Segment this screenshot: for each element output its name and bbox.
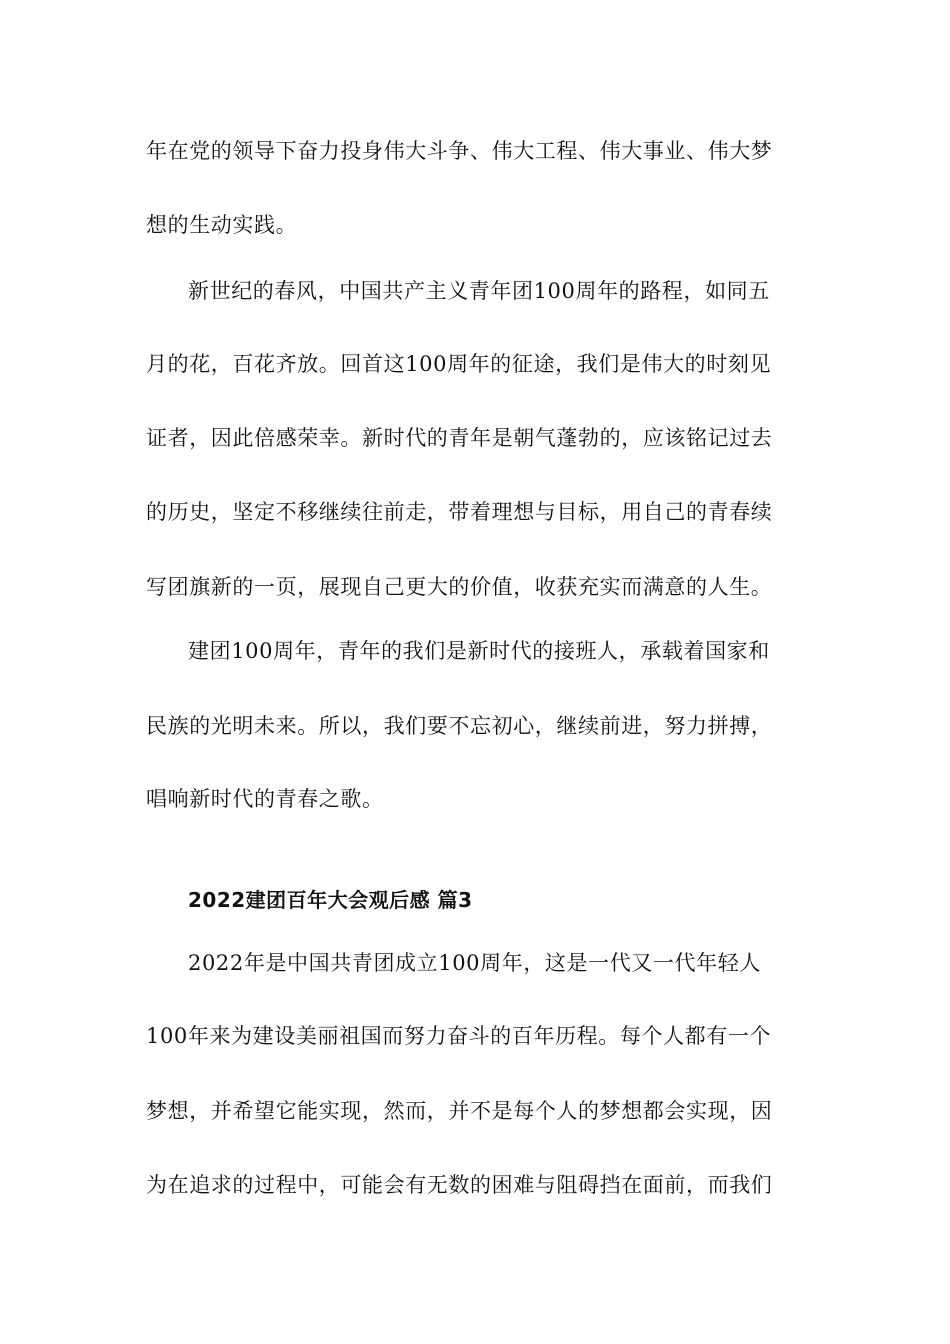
text-line: 2022年是中国共青团成立100周年，这是一代又一代年轻人 [188, 951, 761, 975]
text-line: 民族的光明未来。所以，我们要不忘初心，继续前进，努力拼搏， [146, 714, 773, 738]
text-line: 月的花，百花齐放。回首这100周年的征途，我们是伟大的时刻见 [146, 352, 772, 376]
text-line: 证者，因此倍感荣幸。新时代的青年是朝气蓬勃的，应该铭记过去 [146, 426, 773, 450]
text-line: 年在党的领导下奋力投身伟大斗争、伟大工程、伟大事业、伟大梦 [146, 139, 773, 163]
text-line: 梦想，并希望它能实现，然而，并不是每个人的梦想都会实现，因 [146, 1099, 773, 1123]
text-line: 为在追求的过程中，可能会有无数的困难与阻碍挡在面前，而我们 [146, 1173, 773, 1197]
text-line: 想的生动实践。 [146, 213, 298, 237]
text-line: 的历史，坚定不移继续往前走，带着理想与目标，用自己的青春续 [146, 500, 773, 524]
text-line: 100年来为建设美丽祖国而努力奋斗的百年历程。每个人都有一个 [146, 1024, 772, 1048]
text-line: 唱响新时代的青春之歌。 [146, 787, 384, 811]
text-line: 写团旗新的一页，展现自己更大的价值，收获充实而满意的人生。 [146, 575, 773, 599]
section-heading: 2022建团百年大会观后感 篇3 [188, 888, 473, 912]
text-line: 建团100周年，青年的我们是新时代的接班人，承载着国家和 [188, 639, 770, 663]
text-line: 新世纪的春风，中国共产主义青年团100周年的路程，如同五 [188, 279, 770, 303]
